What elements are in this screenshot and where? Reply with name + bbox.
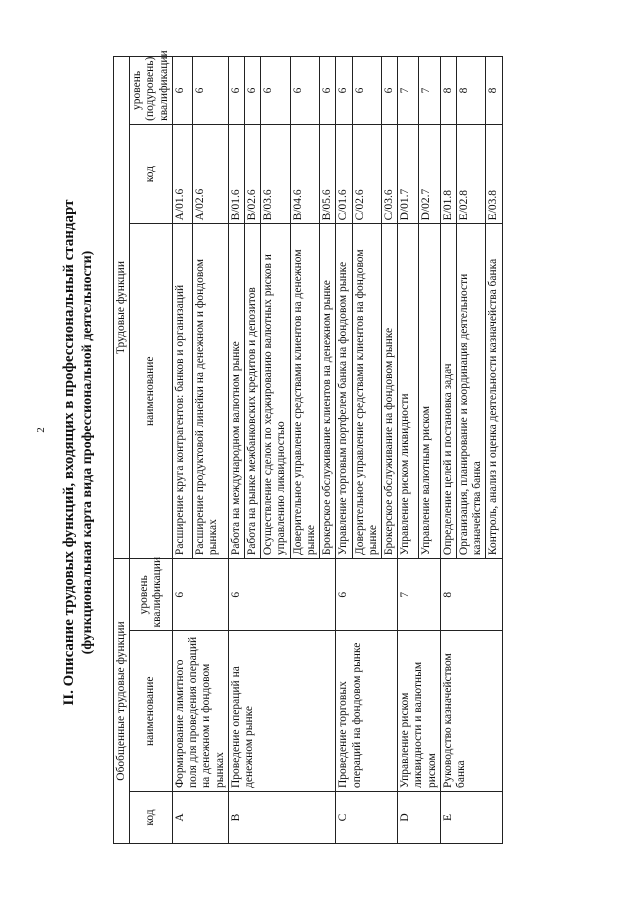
function-code: A/02.6: [192, 124, 228, 224]
function-code: B/05.6: [320, 124, 336, 224]
group-level: 6: [172, 559, 228, 631]
table-row: [440, 57, 456, 844]
function-name: Брокерское обслуживание клиентов на денежном рынке: [320, 224, 336, 559]
group-code: A: [172, 792, 228, 844]
function-level: 6: [172, 57, 192, 125]
group-level: 7: [398, 559, 441, 631]
function-level: 6: [352, 57, 381, 125]
col-function-code: код: [130, 124, 173, 224]
function-name: Управление торговым портфелем банка на фондовом рынке: [336, 224, 352, 559]
function-level: 8: [440, 57, 456, 125]
function-level: 6: [192, 57, 228, 125]
page-number: 2: [34, 427, 47, 433]
function-code: A/01.6: [172, 124, 192, 224]
function-code: E/01.8: [440, 124, 456, 224]
function-code: B/04.6: [290, 124, 319, 224]
group-code: E: [440, 792, 502, 844]
function-level: 8: [457, 57, 486, 125]
functional-map-table: [113, 50, 503, 844]
function-level: 6: [290, 57, 319, 125]
group-name: Проведение операций на денежном рынке: [228, 631, 336, 792]
group-code: C: [336, 792, 398, 844]
function-name: Расширение круга контрагентов: банков и организаций: [172, 224, 192, 559]
generalized-functions-header: Обобщенные трудовые функции: [114, 559, 130, 844]
function-code: B/03.6: [261, 124, 290, 224]
group-code: D: [398, 792, 441, 844]
function-level: 6: [228, 57, 244, 125]
function-code: E/02.8: [457, 124, 486, 224]
function-code: C/01.6: [336, 124, 352, 224]
col-sublevel: уровень (подуровень) квалификации: [130, 57, 173, 125]
function-level: 6: [244, 57, 260, 125]
group-name: Управление риском ликвидности и валютным риском: [398, 631, 441, 792]
section-subtitle: (функциональная карта вида профессиональной деятельности): [80, 250, 95, 655]
group-code: B: [228, 792, 336, 844]
function-name: Работа на рынке межбанковских кредитов и депозитов: [244, 224, 260, 559]
col-function-name: наименование: [130, 224, 173, 559]
col-level: уровень квалификации: [130, 559, 173, 631]
function-name: Осуществление сделок по хеджированию валютных рисков и управлению ликвидностью: [261, 224, 290, 559]
function-name: Доверительное управление средствами клиентов на денежном рынке: [290, 224, 319, 559]
group-level: 6: [228, 559, 336, 631]
table-row: [172, 57, 192, 844]
function-code: C/03.6: [381, 124, 397, 224]
group-name: Формирование лимитного поля для проведения операций на денежном и фондовом рынках: [172, 631, 228, 792]
function-code: D/01.7: [398, 124, 419, 224]
function-level: 7: [419, 57, 440, 125]
table-row: [398, 57, 419, 844]
function-level: 6: [320, 57, 336, 125]
function-name: Управление риском ликвидности: [398, 224, 419, 559]
function-name: Управление валютным риском: [419, 224, 440, 559]
function-code: E/03.8: [486, 124, 502, 224]
table-body: [172, 57, 502, 844]
group-name: Проведение торговых операций на фондовом рынке: [336, 631, 398, 792]
function-name: Определение целей и постановка задач: [440, 224, 456, 559]
col-name: наименование: [130, 631, 173, 792]
labor-functions-header: Трудовые функции: [114, 57, 130, 559]
function-level: 6: [261, 57, 290, 125]
function-name: Организация, планирование и координация деятельности казначейства банка: [457, 224, 486, 559]
function-code: B/02.6: [244, 124, 260, 224]
function-name: Расширение продуктовой линейки на денежном и фондовом рынках: [192, 224, 228, 559]
function-level: 8: [486, 57, 502, 125]
function-level: 6: [381, 57, 397, 125]
table-row: [336, 57, 352, 844]
table-row: [228, 57, 244, 844]
function-name: Работа на международном валютном рынке: [228, 224, 244, 559]
function-level: 6: [336, 57, 352, 125]
function-name: Контроль, анализ и оценка деятельности казначейства банка: [486, 224, 502, 559]
function-name: Брокерское обслуживание на фондовом рынке: [381, 224, 397, 559]
group-level: 6: [336, 559, 398, 631]
function-level: 7: [398, 57, 419, 125]
group-level: 8: [440, 559, 502, 631]
section-title: II. Описание трудовых функций, входящих в профессиональный стандарт: [61, 199, 77, 706]
function-name: Доверительное управление средствами клиентов на фондовом рынке: [352, 224, 381, 559]
function-code: C/02.6: [352, 124, 381, 224]
function-code: B/01.6: [228, 124, 244, 224]
group-name: Руководство казначейством банка: [440, 631, 502, 792]
function-code: D/02.7: [419, 124, 440, 224]
col-code: код: [130, 792, 173, 844]
